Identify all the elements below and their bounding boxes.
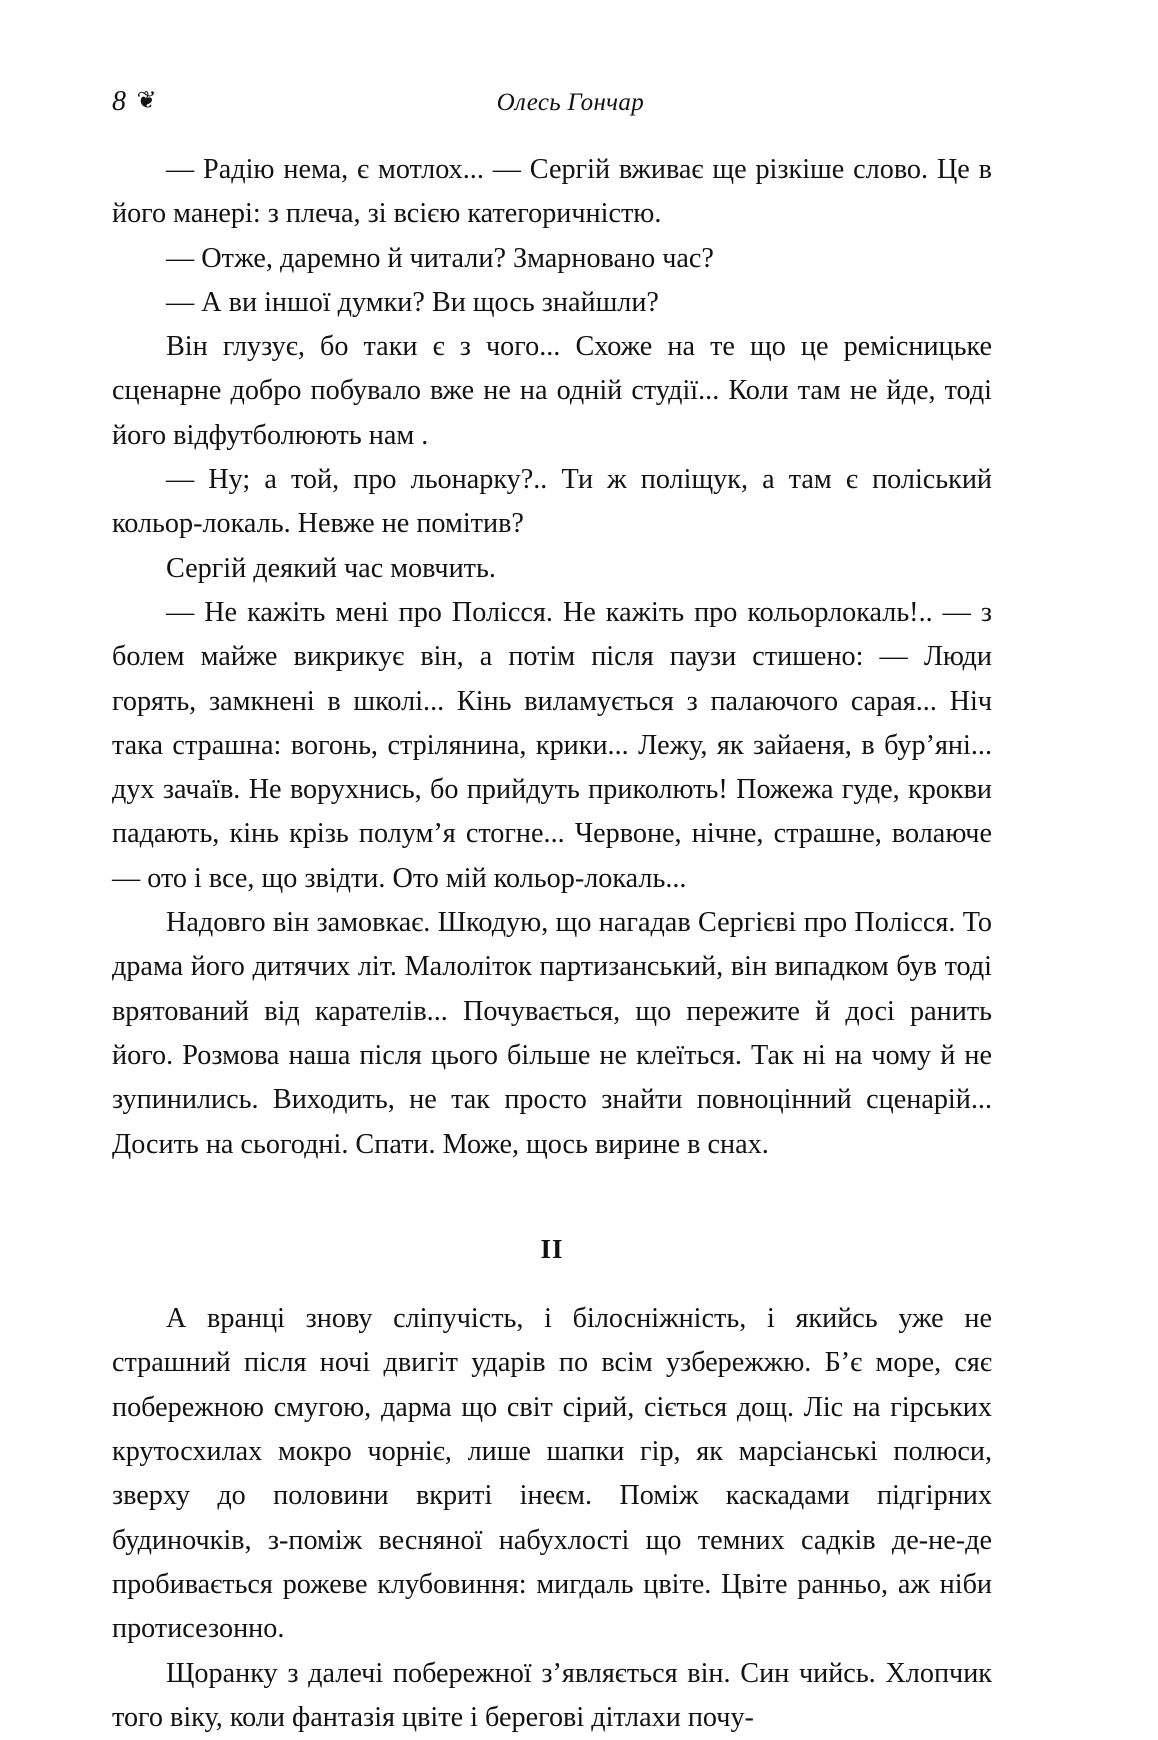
paragraph: А вранці знову сліпучість, і білосніжність, і якийсь уже не страшний після ночі двигіт ударів по всім узбережжю. Б’є море, сяє побережною смугою, дарма що світ сірий, сіється дощ. Ліс на гірських крутосхилах мокро чорніє, лише шапки гір, як марсіанські полюси, зверху до половини вкриті інеєм. Поміж каскадами підгірних будиночків, з-поміж весняної набухлості що темних садків де-не-де пробивається рожеве клубовиння: мигдаль цвіте. Цвіте ранньо, аж ніби протисезонно. xyxy=(112,1297,992,1651)
section-spacer xyxy=(112,1271,992,1297)
paragraph: — Ну; а той, про льонарку?.. Ти ж поліщук, а там є поліський кольор-локаль. Невже не помітив? xyxy=(112,458,992,547)
paragraph: — Не кажіть мені про Полісся. Не кажіть про кольорлокаль!.. — з болем майже викрикує він, а потім після паузи стишено: — Люди горять, замкнені в школі... Кінь виламується з палаючого сарая... Ніч така страшна: вогонь, стрілянина, крики... Лежу, як зайаеня, в бур’яні... дух зачаїв. Не ворухнись, бо прийдуть приколють! Пожежа гуде, крокви падають, кінь крізь полум’я стогне... Червоне, нічне, страшне, волаюче — ото і все, що звідти. Ото мій кольор-локаль... xyxy=(112,591,992,901)
page-number: 8 xyxy=(112,88,127,116)
section-number-heading: II xyxy=(112,1227,992,1271)
body-text-block xyxy=(112,148,992,1740)
folio-group xyxy=(112,88,157,116)
paragraph: Щоранку з далечі побережної з’являється він. Син чийсь. Хлопчик того віку, коли фантазія цвіте і берегові дітлахи почу- xyxy=(112,1652,992,1740)
section-spacer xyxy=(112,1167,992,1227)
paragraph: Надовго він замовкає. Шкодую, що нагадав Сергієві про Полісся. То драма його дитячих літ. Малоліток партизанський, він випадком був тоді врятований від карателів... Почувається, що пережите й досі ранить його. Розмова наша після цього більше не клеїться. Так ні на чому й не зупинились. Виходить, не так просто знайти повноцінний сценарій... Досить на сьогодні. Спати. Може, щось вирине в снах. xyxy=(112,901,992,1167)
paragraph: — Отже, даремно й читали? Змарновано час? xyxy=(112,237,992,281)
paragraph: — А ви іншої думки? Ви щось знайшли? xyxy=(112,281,992,325)
paragraph: Він глузує, бо таки є з чого... Схоже на те що це ремісницьке сценарне добро побувало вже не на одній студії... Коли там не йде, тоді його відфутболюють нам . xyxy=(112,325,992,458)
running-head xyxy=(112,88,1042,130)
running-title-author: Олесь Гончар xyxy=(157,89,1042,117)
paragraph: Сергій деякий час мовчить. xyxy=(112,547,992,591)
fleuron-ornament-icon: ❦ xyxy=(137,89,157,113)
paragraph: — Радію нема, є мотлох... — Сергій вживає ще різкіше слово. Це в його манері: з плеча, зі всією категоричністю. xyxy=(112,148,992,237)
